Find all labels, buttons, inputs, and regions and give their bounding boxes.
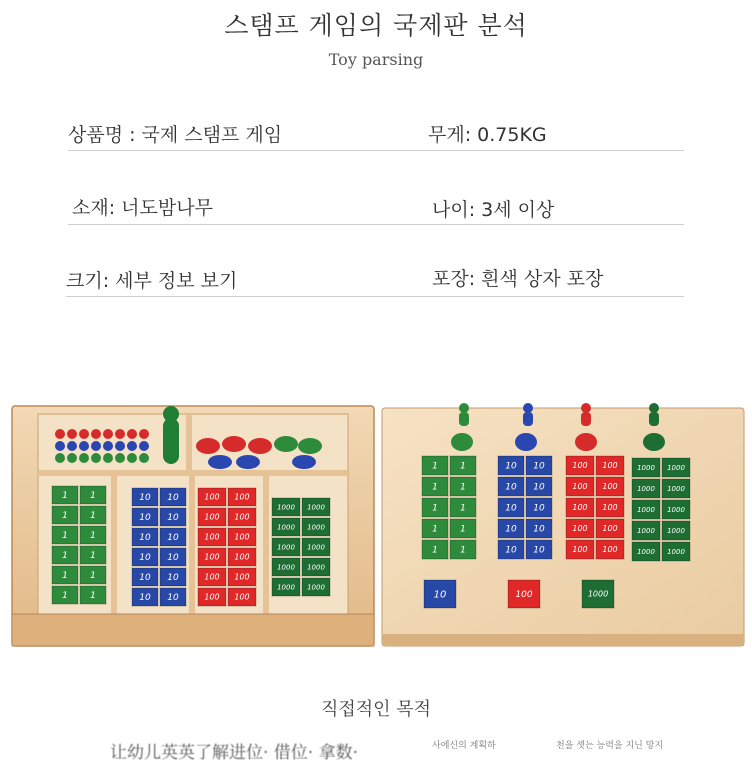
stamp-tile-label: 10 bbox=[139, 553, 151, 563]
stamp-tile-label: 1 bbox=[62, 531, 68, 541]
stamp-tile-label: 10 bbox=[533, 482, 545, 493]
stamp-tile-label: 100 bbox=[602, 482, 618, 492]
stamp-tile-label: 1000 bbox=[637, 547, 655, 556]
stamp-tile-label: 1 bbox=[432, 524, 438, 535]
spec-divider bbox=[66, 296, 684, 297]
stamp-tile-label: 1000 bbox=[277, 523, 295, 532]
stamp-tile-label: 1 bbox=[62, 491, 68, 501]
stamp-tile-label: 10 bbox=[505, 482, 517, 493]
stamp-tile-label: 1000 bbox=[307, 583, 325, 592]
stamp-tile-label: 1 bbox=[432, 482, 438, 493]
stamp-tile-label: 100 bbox=[572, 503, 588, 513]
stamp-tile-label: 1 bbox=[90, 531, 96, 541]
stamp-tile-label: 10 bbox=[533, 545, 545, 556]
stamp-tile-label: 1 bbox=[62, 571, 68, 581]
stamp-tile-label: 100 bbox=[602, 461, 618, 471]
stamp-tile-label: 10 bbox=[167, 493, 179, 503]
stamp-tile-label: 1 bbox=[460, 524, 466, 535]
board-single-tiles bbox=[424, 580, 614, 608]
small-caption-left: 사에신의 계획하 bbox=[432, 741, 496, 751]
stamp-tile-label: 100 bbox=[204, 492, 220, 502]
stamp-tile-label: 10 bbox=[505, 524, 517, 535]
stamp-tile-label: 100 bbox=[234, 572, 250, 582]
stamp-tile-label: 1000 bbox=[307, 543, 325, 552]
stamp-tile-label: 100 bbox=[602, 545, 618, 555]
stamp-tile-label: 1000 bbox=[637, 526, 655, 535]
stamp-tile-label: 1000 bbox=[277, 583, 295, 592]
spec-divider bbox=[68, 224, 684, 225]
stamp-tile-label: 10 bbox=[167, 573, 179, 583]
stamp-tile-label: 1 bbox=[62, 511, 68, 521]
spec-size: 크기: 세부 정보 보기 bbox=[66, 270, 238, 292]
spec-product-name: 상품명 : 국제 스탬프 게임 bbox=[68, 124, 283, 146]
stamp-tile-label: 10 bbox=[167, 553, 179, 563]
stamp-tile-label: 100 bbox=[602, 503, 618, 513]
purpose-heading: 직접적인 목적 bbox=[320, 699, 432, 720]
stamp-tile-label: 1000 bbox=[587, 589, 609, 599]
stamp-tile-label: 1000 bbox=[307, 563, 325, 572]
stamp-tile-label: 1000 bbox=[667, 547, 685, 556]
stamp-tile-label: 1000 bbox=[667, 463, 685, 472]
green-skittle bbox=[163, 406, 179, 464]
page-title: 스탬프 게임의 국제판 분석 bbox=[224, 11, 528, 40]
stamp-tile-label: 1000 bbox=[637, 463, 655, 472]
stamp-tile-label: 100 bbox=[234, 552, 250, 562]
stamp-tile-label: 1 bbox=[460, 482, 466, 493]
stamp-tile-label: 1 bbox=[90, 591, 96, 601]
stamp-tile-label: 1 bbox=[460, 461, 466, 472]
stamp-tile-label: 10 bbox=[433, 589, 447, 601]
stamp-tile-label: 100 bbox=[234, 592, 250, 602]
stamp-tile-label: 1 bbox=[90, 551, 96, 561]
stamp-tile-label: 10 bbox=[167, 513, 179, 523]
stamp-tile-label: 1 bbox=[460, 503, 466, 514]
stamp-tile-label: 100 bbox=[204, 572, 220, 582]
stamp-tile-label: 1 bbox=[62, 591, 68, 601]
stamp-tile-label: 1000 bbox=[307, 503, 325, 512]
product-photo-tray bbox=[8, 400, 378, 650]
stamp-tile-label: 100 bbox=[572, 545, 588, 555]
stamp-tile-label: 100 bbox=[234, 532, 250, 542]
stamp-tile-label: 10 bbox=[167, 593, 179, 603]
stamp-tile-label: 1 bbox=[460, 545, 466, 556]
stamp-tile-label: 10 bbox=[139, 593, 151, 603]
stamp-tile-label: 1000 bbox=[277, 543, 295, 552]
spec-divider bbox=[68, 150, 684, 151]
stamp-tile-label: 100 bbox=[204, 592, 220, 602]
stamp-tile-label: 1 bbox=[432, 461, 438, 472]
spec-age: 나이: 3세 이상 bbox=[432, 199, 555, 221]
page-subtitle: Toy parsing bbox=[328, 50, 424, 69]
stamp-tile-label: 10 bbox=[139, 573, 151, 583]
stamp-tile-label: 100 bbox=[572, 461, 588, 471]
stamp-tile-label: 1000 bbox=[277, 563, 295, 572]
stamp-tile-label: 1000 bbox=[637, 505, 655, 514]
stamp-tile-label: 10 bbox=[139, 513, 151, 523]
stamp-tile-label: 1000 bbox=[667, 484, 685, 493]
stamp-tile-label: 1000 bbox=[667, 526, 685, 535]
stamp-tile-label: 100 bbox=[204, 512, 220, 522]
stamp-tile-label: 10 bbox=[533, 503, 545, 514]
stamp-tile-label: 100 bbox=[572, 524, 588, 534]
stamp-tile-label: 100 bbox=[204, 552, 220, 562]
stamp-tile-label: 1000 bbox=[667, 505, 685, 514]
stamp-tile-label: 100 bbox=[204, 532, 220, 542]
stamp-tile-label: 10 bbox=[139, 493, 151, 503]
stamp-tile-label: 1 bbox=[432, 503, 438, 514]
counter-discs bbox=[196, 436, 322, 469]
small-caption-right: 천을 셋는 능력을 지닌 망지 bbox=[556, 741, 664, 751]
stamp-tile-label: 1000 bbox=[277, 503, 295, 512]
stamp-tile-label: 10 bbox=[533, 524, 545, 535]
product-photo-board bbox=[376, 400, 748, 648]
stamp-tile-label: 100 bbox=[234, 512, 250, 522]
stamp-tile-label: 100 bbox=[234, 492, 250, 502]
stamp-tile-label: 100 bbox=[572, 482, 588, 492]
stamp-tile-label: 1 bbox=[90, 491, 96, 501]
stamp-tile-label: 1 bbox=[90, 571, 96, 581]
spec-weight: 무게: 0.75KG bbox=[428, 124, 547, 146]
stamp-tile-label: 10 bbox=[139, 533, 151, 543]
stamp-tile-label: 10 bbox=[505, 461, 517, 472]
stamp-tile-label: 1 bbox=[432, 545, 438, 556]
stamp-tile-label: 10 bbox=[505, 503, 517, 514]
stamp-tile-label: 1000 bbox=[637, 484, 655, 493]
stamp-tile-label: 1 bbox=[90, 511, 96, 521]
stamp-tile-label: 1000 bbox=[307, 523, 325, 532]
blurred-description: 让幼儿英英了解进位· 借位· 拿数· bbox=[110, 743, 359, 763]
stamp-tile-label: 100 bbox=[515, 590, 533, 600]
stamp-tile-label: 10 bbox=[533, 461, 545, 472]
stamp-tile-label: 100 bbox=[602, 524, 618, 534]
stamp-tile-label: 10 bbox=[505, 545, 517, 556]
stamp-tile-label: 1 bbox=[62, 551, 68, 561]
stamp-tile-label: 10 bbox=[167, 533, 179, 543]
spec-packaging: 포장: 흰색 상자 포장 bbox=[432, 268, 604, 290]
spec-material: 소재: 너도밤나무 bbox=[72, 197, 213, 219]
